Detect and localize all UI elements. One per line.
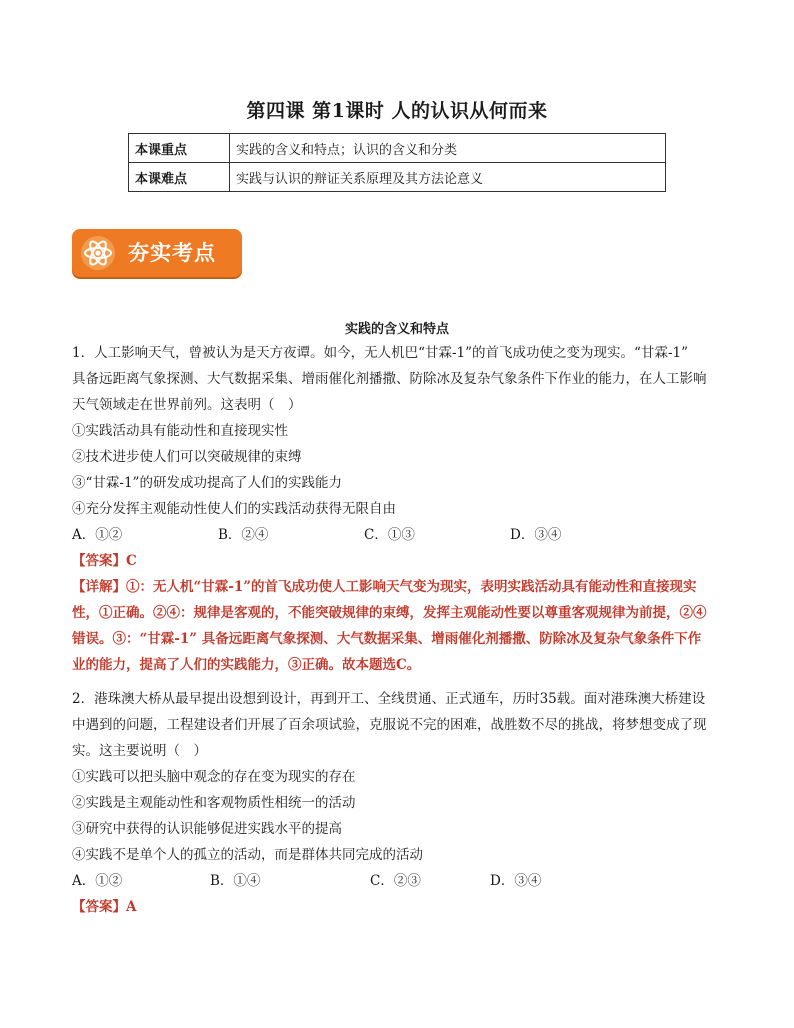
focus-key: 本课重点 — [129, 134, 230, 163]
option-c: C．②③ — [370, 873, 421, 889]
answer-label: 【答案】C — [72, 553, 137, 569]
question-stem-line: 1．人工影响天气，曾被认为是天方夜谭。如今，无人机巴“甘霖-1”的首飞成功使之变为现实。“甘霖-1” — [72, 345, 688, 361]
atom-icon — [80, 235, 116, 271]
page-title: 第四课 第1课时 人的认识从何而来 — [246, 100, 548, 122]
focus-table — [128, 133, 666, 192]
question-stem-line: 具备远距离气象探测、大气数据采集、增雨催化剂播撒、防除冰及复杂气象条件下作业的能力，在人工影响 — [72, 371, 707, 387]
option-d: D．③④ — [490, 873, 542, 889]
option-a: A．①② — [72, 873, 123, 889]
option-a: A．①② — [72, 527, 123, 543]
focus-value: 实践的含义和特点；认识的含义和分类 — [230, 134, 666, 163]
question-stem-line: 中遇到的问题，工程建设者们开展了百余项试验，克服说不完的困难，战胜数不尽的挑战，将梦想变成了现 — [72, 717, 707, 733]
answer-label: 【答案】A — [72, 899, 137, 915]
option-d: D．③④ — [510, 527, 562, 543]
difficulty-key: 本课难点 — [129, 163, 230, 192]
answer-options — [72, 522, 722, 548]
banner-label: 夯实考点 — [128, 240, 216, 265]
answer-options — [72, 868, 722, 894]
statement-item: ①实践活动具有能动性和直接现实性 — [72, 423, 288, 439]
explanation-line: 业的能力，提高了人们的实践能力，③正确。故本题选C。 — [72, 657, 421, 673]
question-stem-line: 2．港珠澳大桥从最早提出设想到设计，再到开工、全线贯通、正式通车，历时35载。面对港珠澳大桥建设 — [72, 691, 706, 707]
question-stem-line: 实。这主要说明（ ） — [72, 743, 207, 759]
option-b: B．②④ — [218, 527, 269, 543]
section-title: 实践的含义和特点 — [344, 322, 449, 337]
table-row — [129, 163, 666, 192]
statement-item: ②实践是主观能动性和客观物质性相统一的活动 — [72, 795, 356, 811]
explanation-line: 【详解】①：无人机“甘霖-1”的首飞成功使人工影响天气变为现实，表明实践活动具有能动性和直接现实 — [72, 579, 697, 595]
statement-item: ④实践不是单个人的孤立的活动，而是群体共同完成的活动 — [72, 847, 423, 863]
question-stem-line: 天气领域走在世界前列。这表明（ ） — [72, 397, 302, 413]
statement-item: ③研究中获得的认识能够促进实践水平的提高 — [72, 821, 342, 837]
explanation-line: 性，①正确。②④：规律是客观的，不能突破规律的束缚，发挥主观能动性要以尊重客观规律为前提，②④ — [72, 605, 707, 621]
statement-item: ④充分发挥主观能动性使人们的实践活动获得无限自由 — [72, 501, 396, 517]
question-2 — [72, 686, 722, 920]
option-c: C．①③ — [364, 527, 415, 543]
explanation-line: 错误。③：“甘霖-1” 具备远距离气象探测、大气数据采集、增雨催化剂播撒、防除冰及复杂气象条件下作 — [72, 631, 702, 647]
statement-item: ①实践可以把头脑中观念的存在变为现实的存在 — [72, 769, 356, 785]
option-b: B．①④ — [210, 873, 261, 889]
section-banner — [72, 229, 242, 277]
statement-item: ③“甘霖-1”的研发成功提高了人们的实践能力 — [72, 475, 342, 491]
question-1 — [72, 340, 722, 678]
difficulty-value: 实践与认识的辩证关系原理及其方法论意义 — [230, 163, 666, 192]
statement-item: ②技术进步使人们可以突破规律的束缚 — [72, 449, 302, 465]
table-row — [129, 134, 666, 163]
